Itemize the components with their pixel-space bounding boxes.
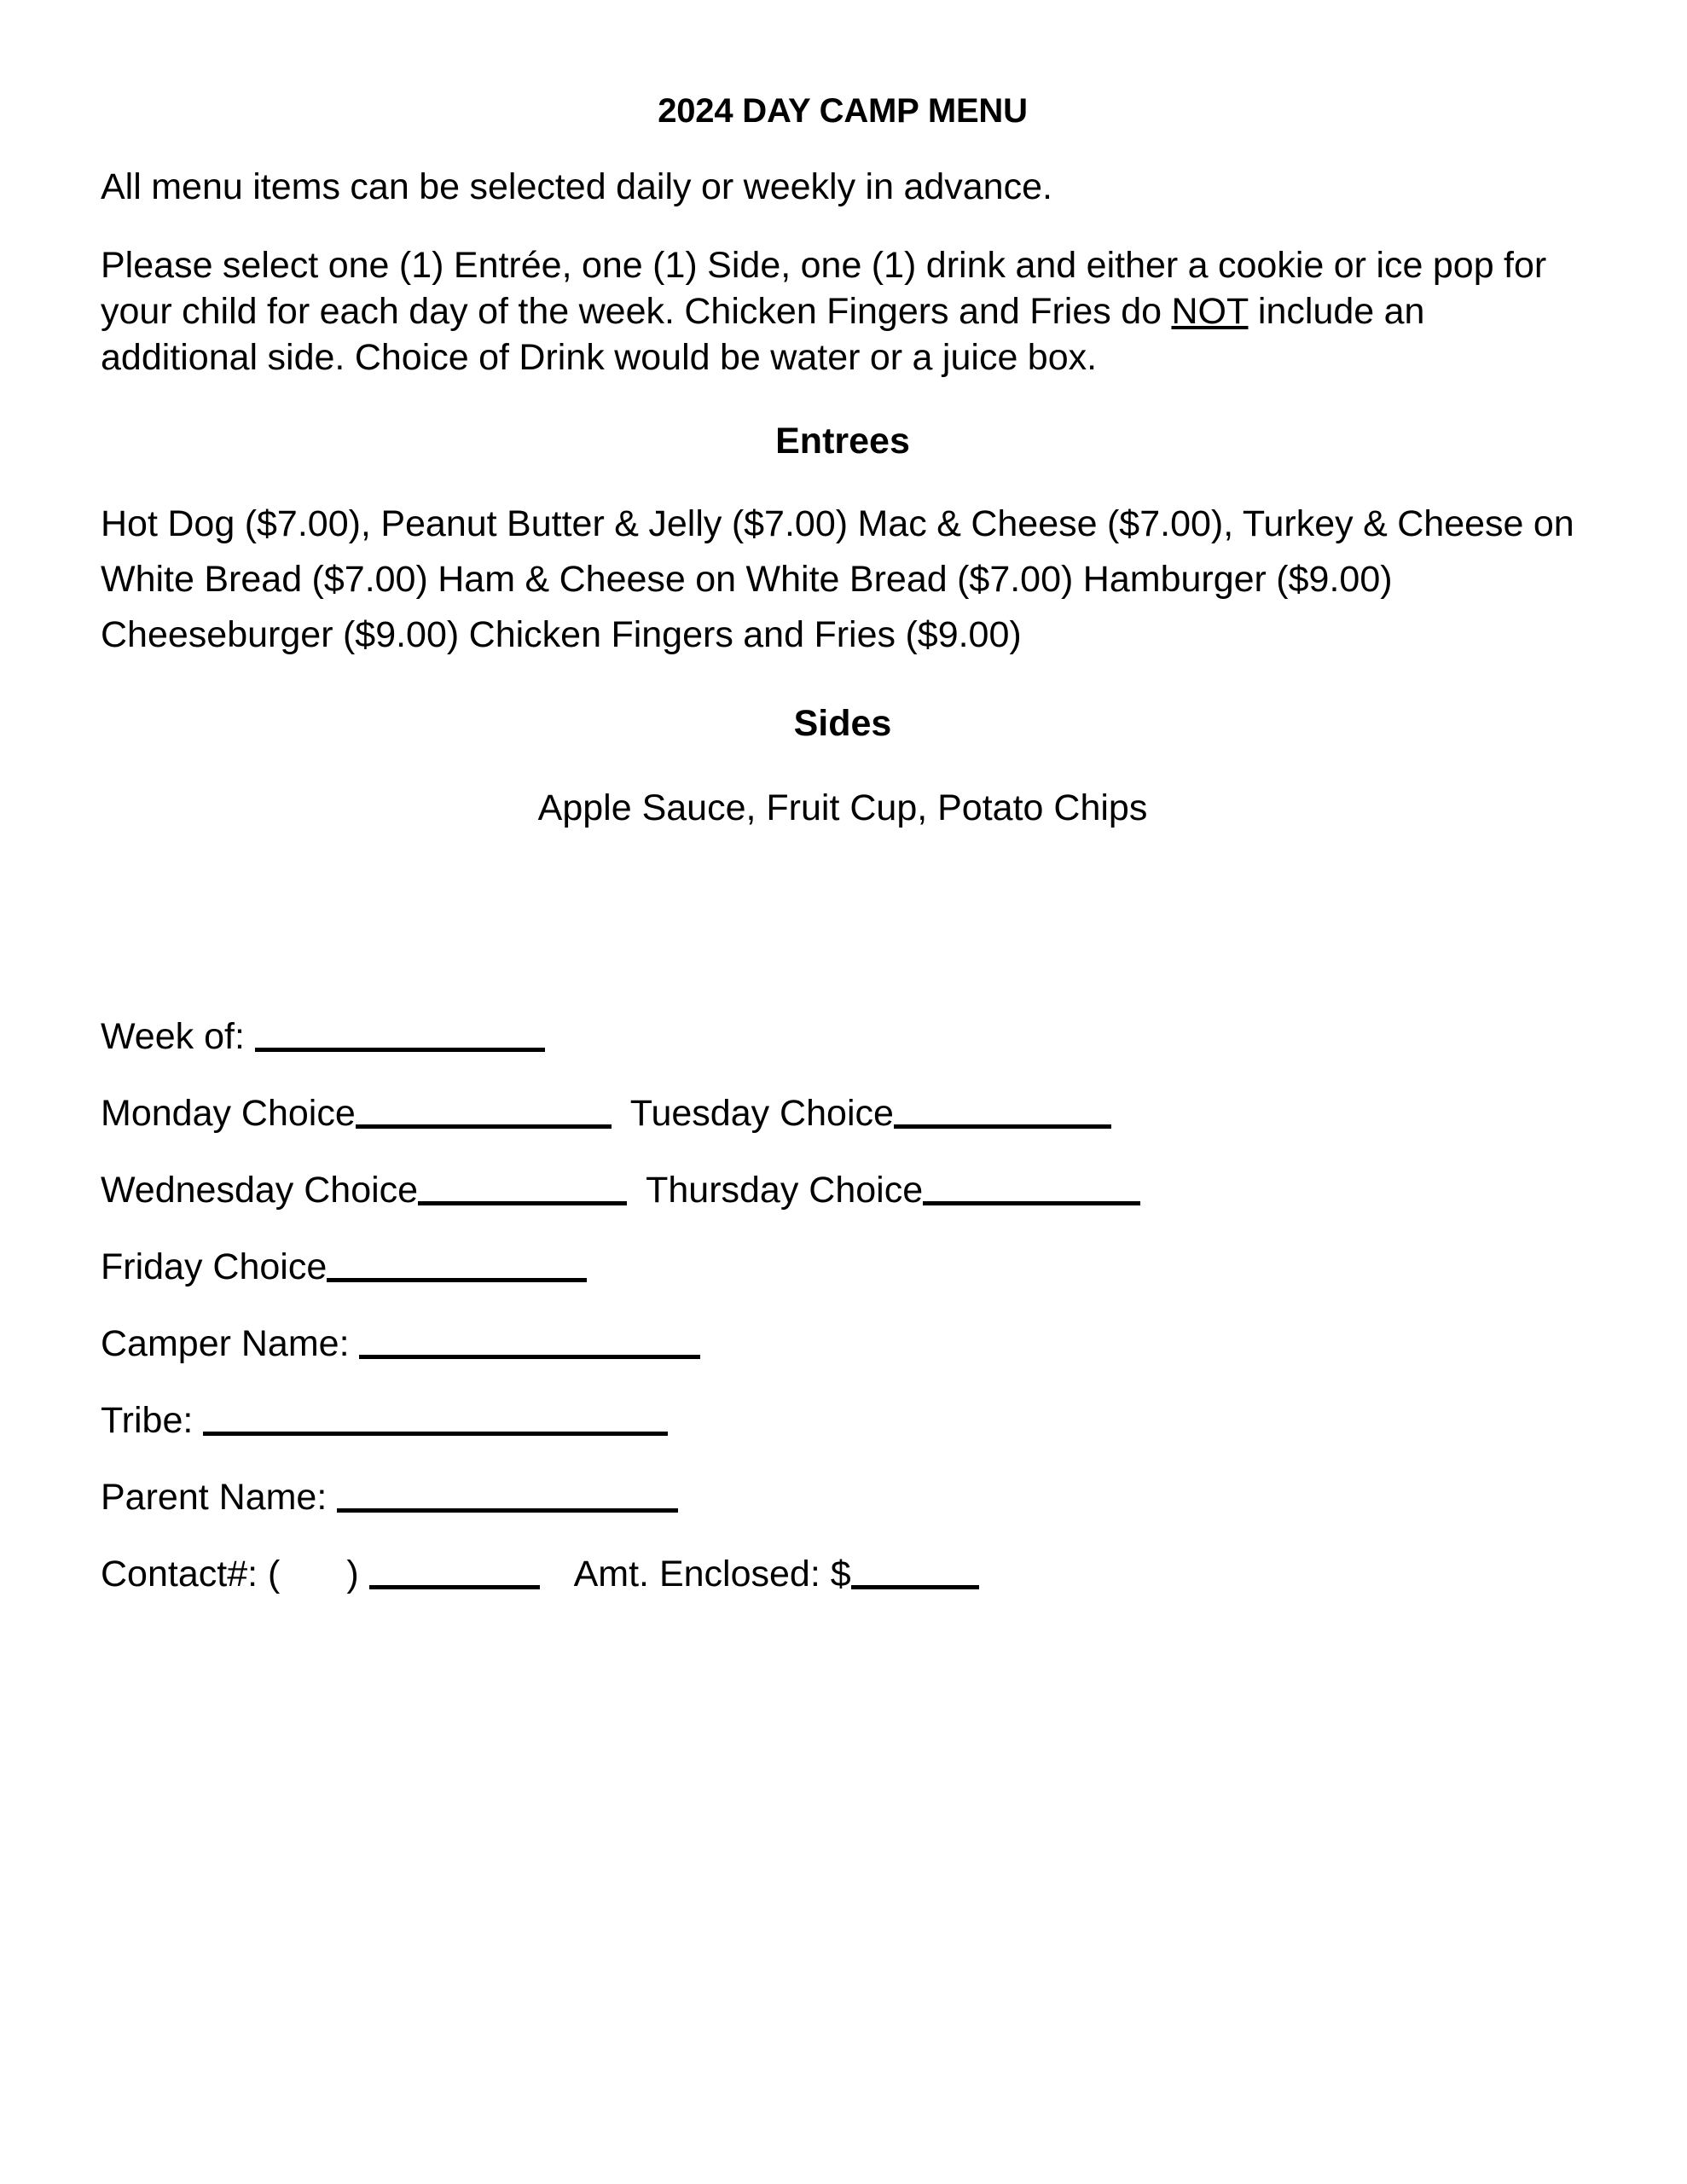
wednesday-choice-label: Wednesday Choice [101,1170,419,1211]
friday-choice-label: Friday Choice [101,1246,328,1287]
instructions-emphasis-not: NOT [1171,291,1249,332]
thursday-choice-input[interactable] [923,1165,1140,1202]
contact-number-label: Contact#: ( [101,1554,281,1594]
week-of-row [101,985,1585,1062]
camper-name-input[interactable] [359,1319,700,1356]
instructions-text-before: Please select one (1) Entrée, one (1) Side, one (1) drink and either a cookie or ice pop for your child for each day of the week. Chicken Fingers and Fries do [101,245,1547,332]
camper-name-label: Camper Name: [101,1323,360,1364]
parent-name-label: Parent Name: [101,1477,338,1518]
intro-paragraph: All menu items can be selected daily or weekly in advance. [101,166,1052,207]
instructions-paragraph [101,210,1585,380]
parent-name-input[interactable] [337,1472,678,1509]
tribe-row [101,1369,1585,1446]
tribe-label: Tribe: [101,1400,204,1441]
week-of-label: Week of: [101,1016,255,1057]
friday-row [101,1216,1585,1292]
form-section-spacer [101,834,1585,985]
tuesday-choice-input[interactable] [894,1089,1111,1125]
entrees-heading: Entrees [775,421,910,462]
contact-number-input[interactable] [369,1549,540,1586]
document-body [101,0,1585,1600]
sides-heading: Sides [793,703,892,744]
entrees-list: Hot Dog ($7.00), Peanut Butter & Jelly ($7.00) Mac & Cheese ($7.00), Turkey & Cheese on White Bread ($7.00) Ham & Cheese on White Bread ($7.00) Hamburger ($9.00) Cheeseburger ($9.00) Chicken Fingers and Fries ($9.00) [101,503,1574,655]
monday-choice-label: Monday Choice [101,1093,356,1134]
week-of-input[interactable] [255,1012,545,1048]
parent-name-row [101,1446,1585,1523]
page-title: 2024 DAY CAMP MENU [658,92,1028,130]
wednesday-choice-input[interactable] [418,1165,627,1202]
tuesday-choice-label: Tuesday Choice [629,1093,894,1134]
amount-enclosed-label: Amt. Enclosed: $ [573,1554,851,1594]
sides-list: Apple Sauce, Fruit Cup, Potato Chips [537,787,1148,828]
monday-choice-input[interactable] [356,1089,612,1125]
instructions-text-after: include an additional side. Choice of Drink would be water or a juice box. [101,291,1425,378]
wednesday-thursday-row [101,1139,1585,1216]
friday-choice-input[interactable] [327,1242,587,1279]
contact-paren-close: ) [346,1554,369,1594]
monday-tuesday-row [101,1062,1585,1139]
contact-amount-row [101,1523,1585,1600]
tribe-input[interactable] [203,1396,668,1432]
amount-enclosed-input[interactable] [851,1549,979,1586]
camper-name-row [101,1292,1585,1369]
thursday-choice-label: Thursday Choice [646,1170,924,1211]
